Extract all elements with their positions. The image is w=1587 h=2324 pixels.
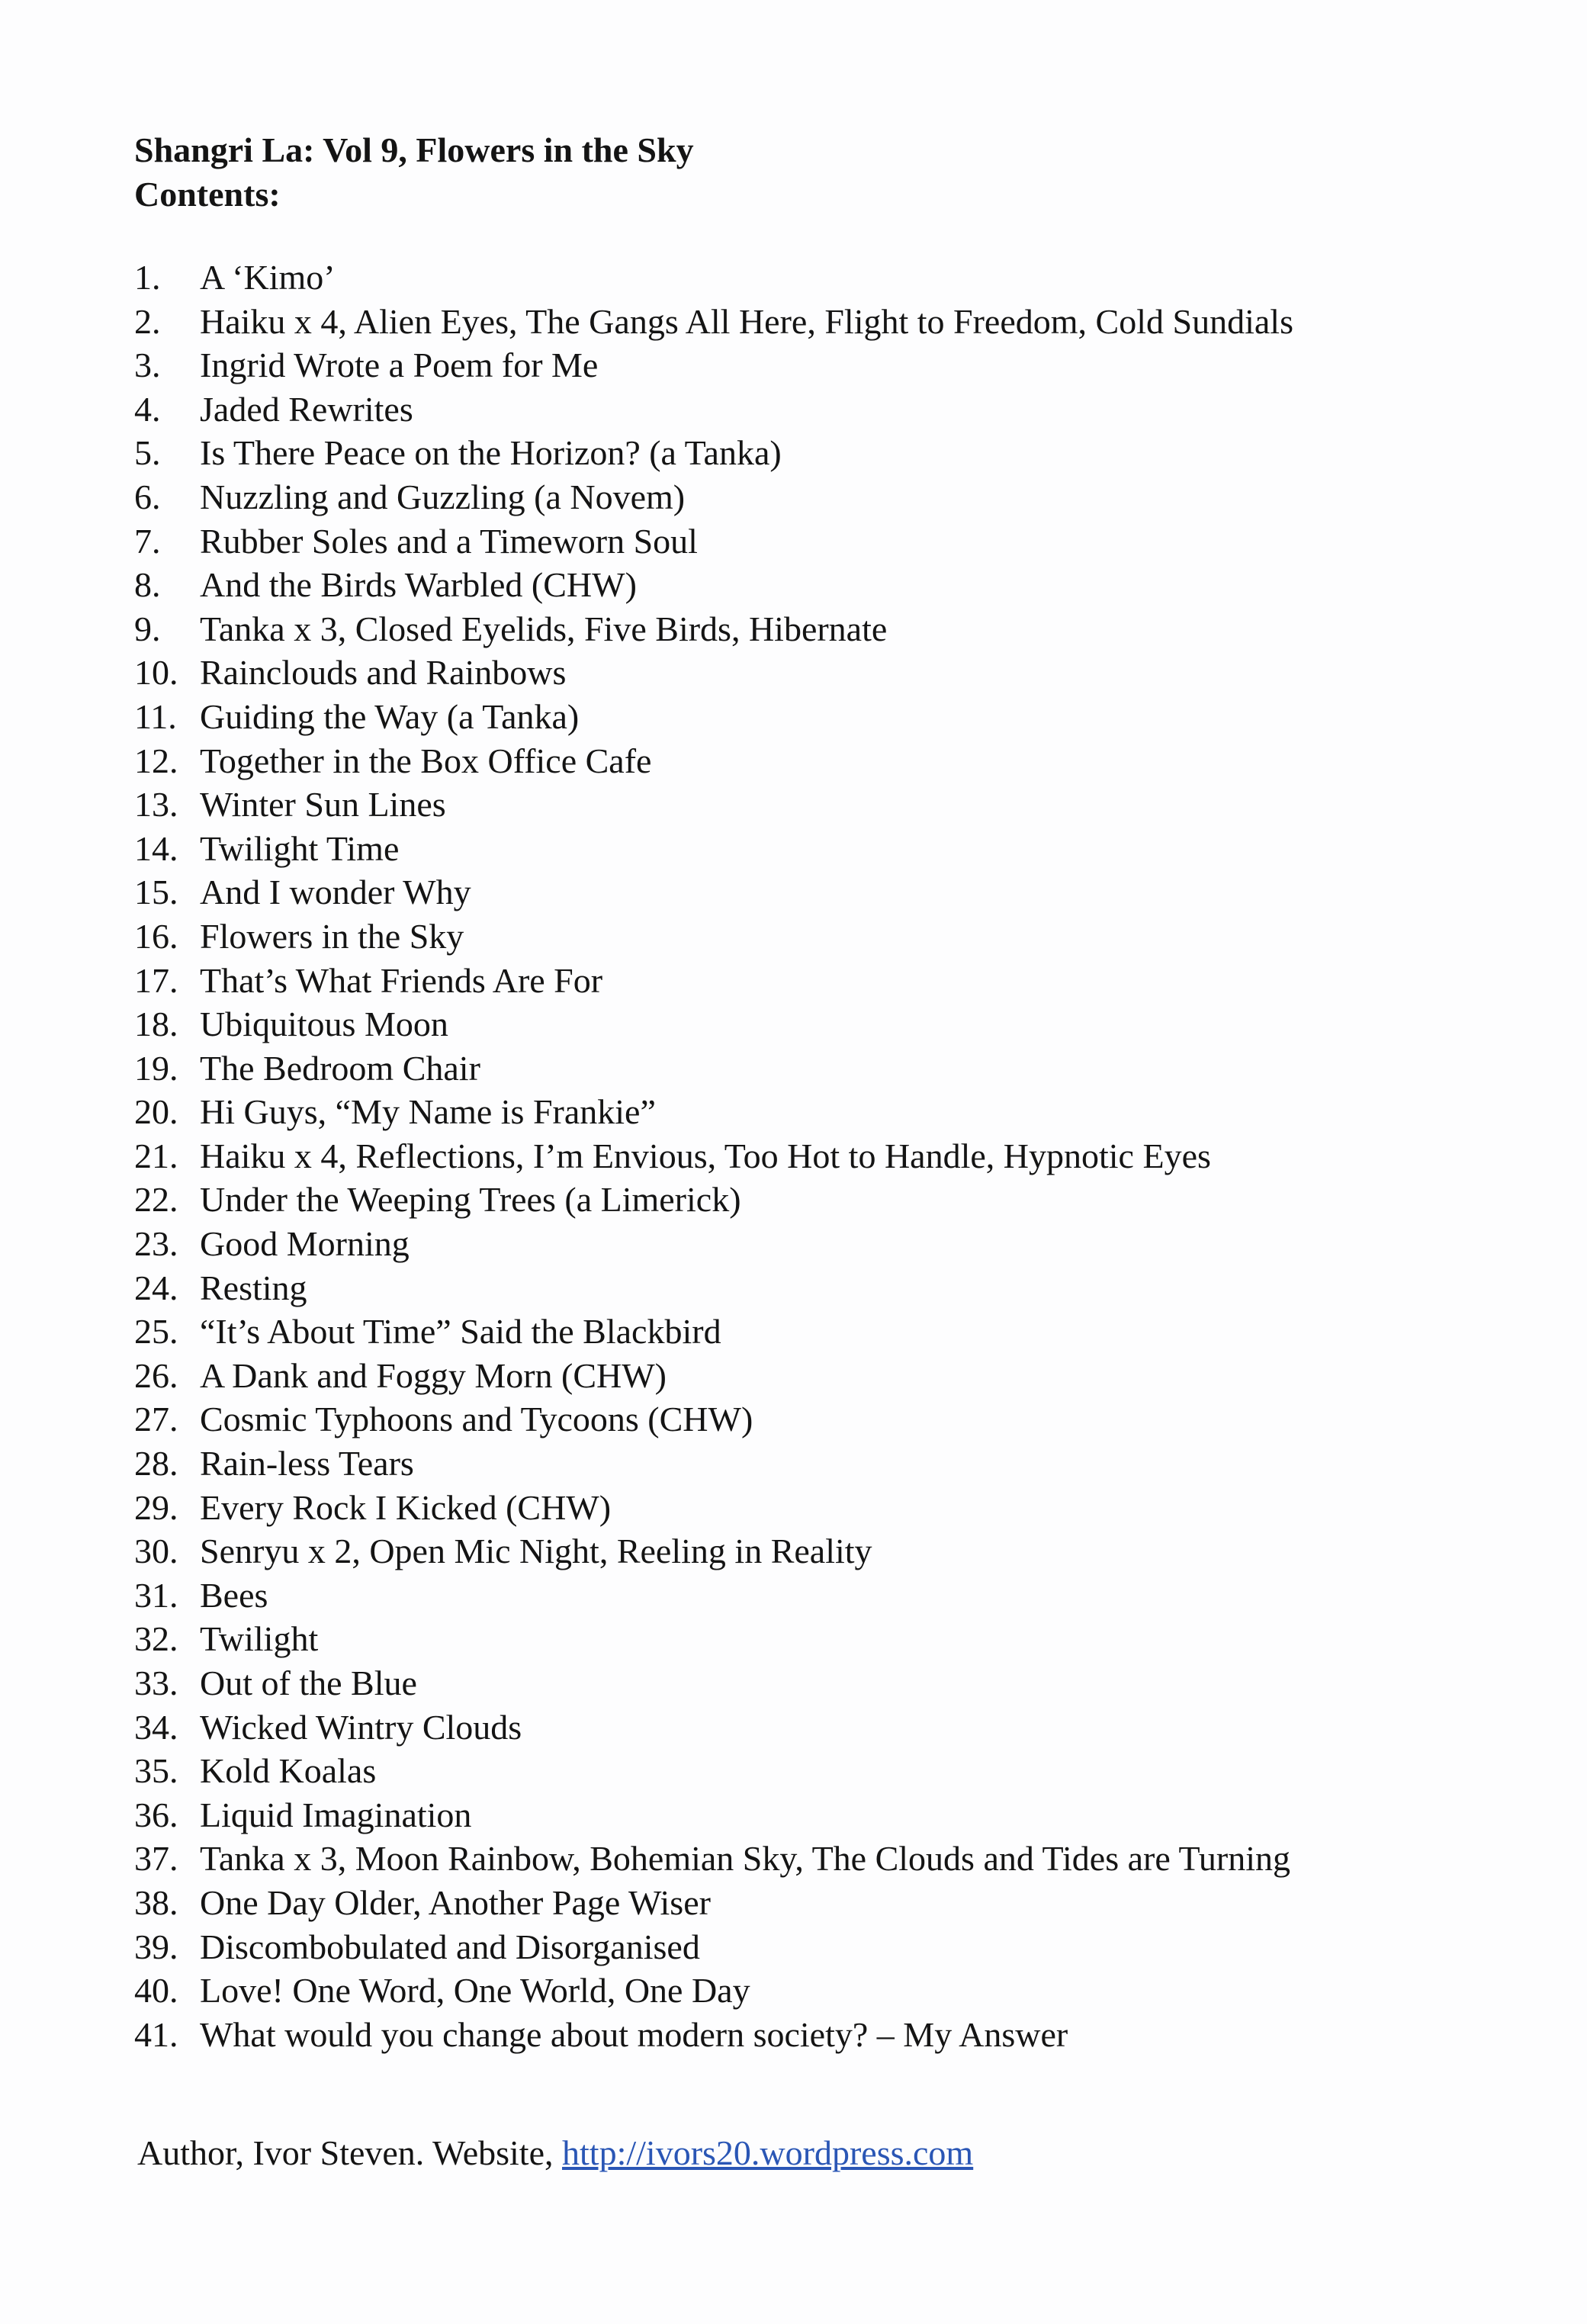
item-title: One Day Older, Another Page Wiser <box>200 1882 711 1922</box>
item-title: Winter Sun Lines <box>200 785 446 824</box>
contents-item <box>134 1354 1293 1398</box>
item-number: 25. <box>134 1312 178 1352</box>
item-number: 12. <box>134 741 178 780</box>
contents-item <box>134 563 1293 607</box>
contents-item <box>134 387 1293 432</box>
contents-item <box>134 1442 1293 1486</box>
contents-item <box>134 783 1293 827</box>
item-title: Guiding the Way (a Tanka) <box>200 696 580 736</box>
item-title: Kold Koalas <box>200 1751 377 1791</box>
item-number: 24. <box>134 1268 178 1307</box>
contents-item <box>134 651 1293 695</box>
item-number: 29. <box>134 1487 178 1527</box>
contents-item <box>134 431 1293 475</box>
contents-item <box>134 1705 1293 1750</box>
contents-item <box>134 1881 1293 1925</box>
item-title: “It’s About Time” Said the Blackbird <box>200 1312 721 1352</box>
item-title: Wicked Wintry Clouds <box>200 1707 522 1747</box>
contents-item <box>134 1617 1293 1661</box>
contents-item <box>134 739 1293 783</box>
item-number: 19. <box>134 1048 178 1088</box>
item-title: Rubber Soles and a Timeworn Soul <box>200 521 698 561</box>
item-number: 7. <box>134 521 161 561</box>
contents-item <box>134 2013 1293 2057</box>
item-number: 15. <box>134 873 178 912</box>
item-number: 16. <box>134 916 178 956</box>
contents-item <box>134 1397 1293 1442</box>
item-title: Liquid Imagination <box>200 1795 472 1834</box>
item-title: And the Birds Warbled (CHW) <box>200 565 637 605</box>
item-number: 26. <box>134 1355 178 1395</box>
item-title: Haiku x 4, Alien Eyes, The Gangs All Here, Flight to Freedom, Cold Sundials <box>200 301 1293 341</box>
contents-item <box>134 914 1293 959</box>
contents-item <box>134 519 1293 564</box>
item-number: 23. <box>134 1224 178 1264</box>
item-title: Cosmic Typhoons and Tycoons (CHW) <box>200 1400 753 1439</box>
item-title: Bees <box>200 1575 268 1615</box>
item-number: 3. <box>134 346 161 385</box>
contents-item <box>134 1969 1293 2013</box>
contents-item <box>134 1793 1293 1837</box>
contents-item <box>134 1486 1293 1530</box>
item-number: 30. <box>134 1532 178 1571</box>
item-number: 14. <box>134 828 178 868</box>
item-number: 4. <box>134 389 161 429</box>
item-title: Flowers in the Sky <box>200 916 464 956</box>
author-footer <box>137 2131 973 2175</box>
item-number: 39. <box>134 1927 178 1966</box>
item-number: 41. <box>134 2014 178 2054</box>
contents-item <box>134 1661 1293 1705</box>
item-number: 22. <box>134 1180 178 1220</box>
item-title: Together in the Box Office Cafe <box>200 741 652 780</box>
item-title: Rainclouds and Rainbows <box>200 653 567 693</box>
author-text: Author, Ivor Steven. Website, <box>137 2133 554 2172</box>
contents-item <box>134 300 1293 344</box>
contents-item <box>134 607 1293 651</box>
item-number: 40. <box>134 1971 178 2011</box>
item-number: 5. <box>134 433 161 473</box>
item-title: Good Morning <box>200 1224 410 1264</box>
item-title: Ubiquitous Moon <box>200 1004 448 1044</box>
item-number: 37. <box>134 1839 178 1879</box>
item-number: 8. <box>134 565 161 605</box>
item-title: A Dank and Foggy Morn (CHW) <box>200 1355 667 1395</box>
item-title: Is There Peace on the Horizon? (a Tanka) <box>200 433 782 473</box>
item-title: Under the Weeping Trees (a Limerick) <box>200 1180 741 1220</box>
item-number: 17. <box>134 960 178 1000</box>
item-number: 38. <box>134 1882 178 1922</box>
item-title: What would you change about modern society? – My Answer <box>200 2014 1068 2054</box>
contents-item <box>134 959 1293 1003</box>
document-title: Shangri La: Vol 9, Flowers in the Sky <box>134 130 694 169</box>
item-number: 6. <box>134 477 161 516</box>
item-title: Twilight Time <box>200 828 400 868</box>
item-title: Love! One Word, One World, One Day <box>200 1971 750 2011</box>
item-number: 11. <box>134 696 177 736</box>
item-title: Nuzzling and Guzzling (a Novem) <box>200 477 686 516</box>
contents-item <box>134 695 1293 739</box>
contents-item <box>134 1178 1293 1222</box>
item-title: A ‘Kimo’ <box>200 258 336 297</box>
document-heading <box>134 128 694 217</box>
contents-label: Contents: <box>134 175 281 214</box>
item-number: 10. <box>134 653 178 693</box>
item-title: Discombobulated and Disorganised <box>200 1927 700 1966</box>
contents-item <box>134 1925 1293 1969</box>
contents-item <box>134 1310 1293 1354</box>
item-title: Senryu x 2, Open Mic Night, Reeling in Reality <box>200 1532 872 1571</box>
item-number: 36. <box>134 1795 178 1834</box>
website-link[interactable]: http://ivors20.wordpress.com <box>562 2133 974 2172</box>
item-number: 27. <box>134 1400 178 1439</box>
contents-item <box>134 256 1293 300</box>
item-number: 20. <box>134 1092 178 1132</box>
item-title: Ingrid Wrote a Poem for Me <box>200 346 599 385</box>
item-number: 18. <box>134 1004 178 1044</box>
item-number: 2. <box>134 301 161 341</box>
item-title: Tanka x 3, Moon Rainbow, Bohemian Sky, The Clouds and Tides are Turning <box>200 1839 1291 1879</box>
item-number: 28. <box>134 1444 178 1483</box>
item-number: 13. <box>134 785 178 824</box>
item-title: Tanka x 3, Closed Eyelids, Five Birds, Hibernate <box>200 609 888 648</box>
contents-item <box>134 1573 1293 1618</box>
contents-item <box>134 1090 1293 1134</box>
contents-item <box>134 1266 1293 1310</box>
item-title: Jaded Rewrites <box>200 389 413 429</box>
contents-item <box>134 870 1293 914</box>
contents-item <box>134 475 1293 519</box>
item-number: 9. <box>134 609 161 648</box>
item-number: 34. <box>134 1707 178 1747</box>
contents-item <box>134 1529 1293 1573</box>
item-title: And I wonder Why <box>200 873 471 912</box>
contents-list <box>134 256 1293 2056</box>
contents-item <box>134 827 1293 871</box>
item-title: Out of the Blue <box>200 1663 417 1702</box>
item-number: 32. <box>134 1619 178 1659</box>
item-title: That’s What Friends Are For <box>200 960 603 1000</box>
contents-item <box>134 1222 1293 1266</box>
item-title: Twilight <box>200 1619 319 1659</box>
contents-item <box>134 343 1293 387</box>
item-number: 1. <box>134 258 161 297</box>
item-number: 21. <box>134 1136 178 1175</box>
item-title: Rain-less Tears <box>200 1444 414 1483</box>
contents-item <box>134 1837 1293 1881</box>
item-title: Resting <box>200 1268 307 1307</box>
item-number: 31. <box>134 1575 178 1615</box>
contents-item <box>134 1002 1293 1046</box>
item-number: 35. <box>134 1751 178 1791</box>
item-number: 33. <box>134 1663 178 1702</box>
item-title: Hi Guys, “My Name is Frankie” <box>200 1092 656 1132</box>
item-title: Every Rock I Kicked (CHW) <box>200 1487 612 1527</box>
contents-item <box>134 1134 1293 1178</box>
contents-item <box>134 1046 1293 1091</box>
contents-item <box>134 1749 1293 1793</box>
item-title: The Bedroom Chair <box>200 1048 480 1088</box>
item-title: Haiku x 4, Reflections, I’m Envious, Too Hot to Handle, Hypnotic Eyes <box>200 1136 1211 1175</box>
